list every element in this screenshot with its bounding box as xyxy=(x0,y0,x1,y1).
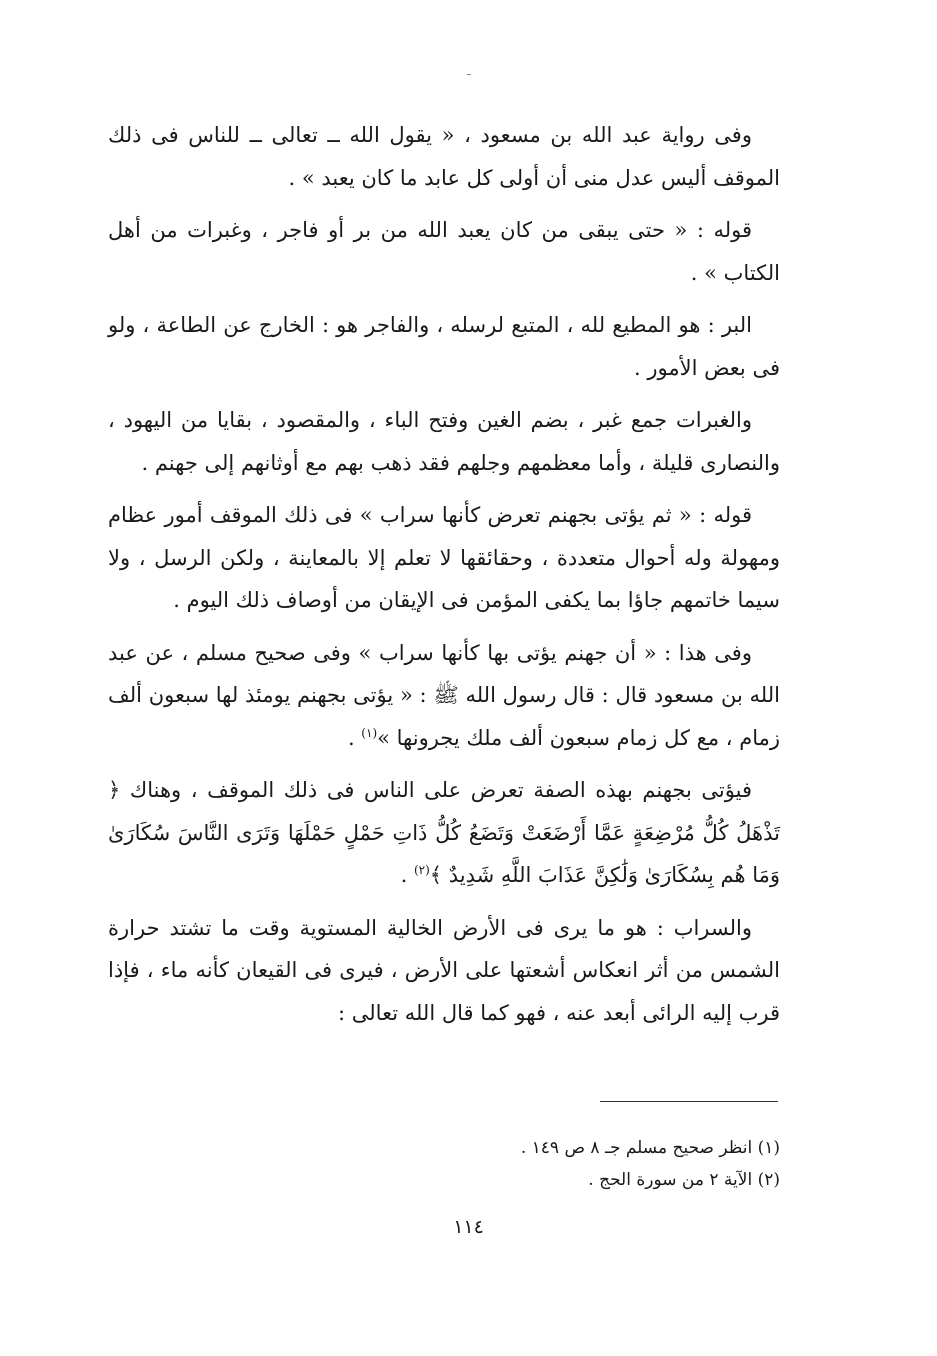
paragraph-7-end: . xyxy=(400,863,414,887)
paragraph-6 xyxy=(108,632,780,760)
page-number: ١١٤ xyxy=(453,1216,484,1238)
paragraph-4: والغبرات جمع غبر ، بضم الغين وفتح الباء ، والمقصود ، بقايا من اليهود ، والنصارى قليلة ، وأما معظمهم وجلهم فقد ذهب بهم مع أوثانهم إلى جهنم . xyxy=(108,408,780,475)
paragraph-6-end: . xyxy=(347,725,362,750)
footnote-ref-2: (٢) xyxy=(413,863,430,877)
paragraph-5: قوله : « ثم يؤتى بجهنم تعرض كأنها سراب » فى ذلك الموقف أمور عظام ومهولة وله أحوال متعددة ، وحقائقها لا تعلم إلا بالمعاينة ، ولكن الرسل ، ولا سيما خاتمهم جاؤا بما يكفى المؤمن فى الإيقان من أوصاف ذلك اليوم . xyxy=(108,503,780,612)
paragraph-7-text: فيؤتى بجهنم بهذه الصفة تعرض على الناس فى ذلك الموقف ، وهناك ﴿ تَذْهَلُ كُلُّ مُرْضِعَةٍ عَمَّا أَرْضَعَتْ وَتَضَعُ كُلُّ ذَاتِ حَمْلٍ حَمْلَهَا وَتَرَى النَّاسَ سُكَارَىٰ وَمَا هُم بِسُكَارَىٰ وَلَٰكِنَّ عَذَابَ اللَّهِ شَدِيدٌ ﴾ xyxy=(108,778,780,887)
scan-speck xyxy=(467,74,471,75)
main-text xyxy=(108,114,780,1044)
footnote-1: (١) انظر صحيح مسلم جـ ٨ ص ١٤٩ . xyxy=(520,1138,780,1158)
footnotes xyxy=(108,1132,780,1196)
footnote-ref-1: (١) xyxy=(361,725,378,740)
paragraph-6-text: وفى هذا : « أن جهنم يؤتى بها كأنها سراب » وفى صحيح مسلم ، عن عبد الله بن مسعود قال : قال رسول الله ﷺ : « يؤتى بجهنم يومئذ لها سبعون ألف زمام ، مع كل زمام سبعون ألف ملك يجرونها » xyxy=(108,640,780,750)
paragraph-3: البر : هو المطيع لله ، المتبع لرسله ، والفاجر هو : الخارج عن الطاعة ، ولو فى بعض الأمور . xyxy=(108,313,780,380)
paragraph-1: وفى رواية عبد الله بن مسعود ، « يقول الله ــ تعالى ــ للناس فى ذلك الموقف أليس عدل منى أن أولى كل عابد ما كان يعبد » . xyxy=(108,123,780,190)
footnote-separator xyxy=(600,1101,778,1102)
footnote-2: (٢) الآية ٢ من سورة الحج . xyxy=(588,1170,780,1190)
paragraph-8: والسراب : هو ما يرى فى الأرض الخالية المستوية وقت ما تشتد حرارة الشمس من أثر انعكاس أشعتها على الأرض ، فيرى فى القيعان كأنه ماء ، فإذا قرب إليه الرائى أبعد عنه ، فهو كما قال الله تعالى : xyxy=(108,915,780,1025)
paragraph-2: قوله : « حتى يبقى من كان يعبد الله من بر أو فاجر ، وغبرات من أهل الكتاب » . xyxy=(108,218,780,285)
paragraph-7 xyxy=(108,769,780,897)
